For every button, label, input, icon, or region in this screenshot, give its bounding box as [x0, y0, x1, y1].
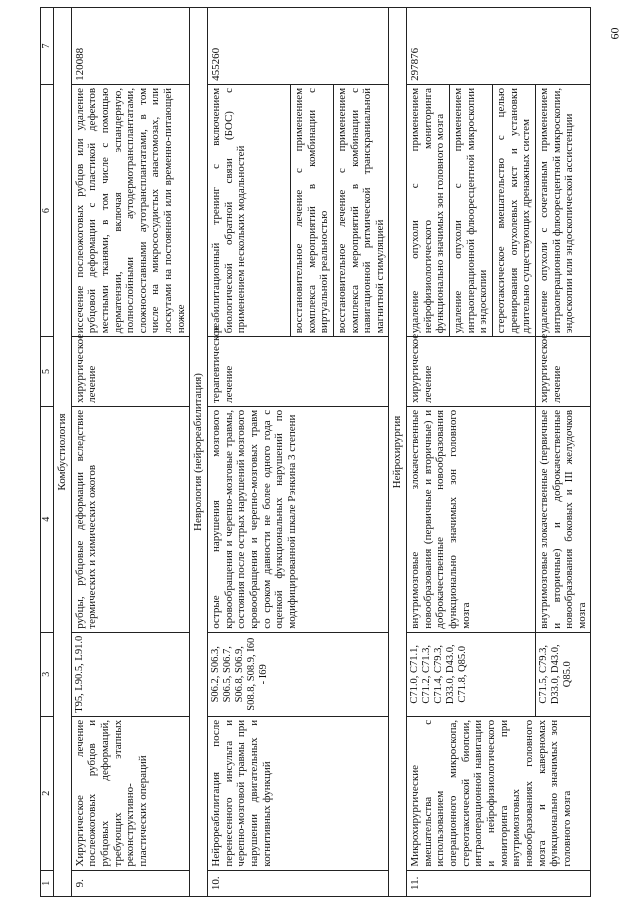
price-value: 455260	[208, 8, 389, 85]
section-header-row	[54, 8, 72, 897]
table-row	[208, 8, 389, 897]
patient-model: внутримозговые злокачественные (первичные и вторичные) и доброкачественные новообразования боковых и III желудочков мозга	[535, 406, 591, 632]
treatment-method: удаление опухоли с применением интраоперационной флюоресцентной микроскопии и эндоскопии	[449, 85, 492, 336]
row-number: 9.	[71, 870, 190, 896]
icd-codes: T95, L90.5, L91.0	[71, 632, 190, 716]
column-number-row	[41, 8, 54, 897]
treatment-method: удаление опухоли с применением нейрофизиологического мониторинга функционально значимых зон головного мозга	[409, 87, 447, 334]
procedure-name: Микрохирургические вмешательства с использованием операционного микроскопа, стереотаксической биопсии, интраоперационной навигации и нейрофизиологического мониторинга при внутримозговых новообразованиях головного мозга и каверномах функционально значимых зон головного мозга	[407, 716, 591, 870]
section-header-row	[190, 8, 208, 897]
column-number: 5	[41, 337, 54, 407]
section-title: Неврология (нейрореабилитация)	[192, 373, 205, 531]
treatment-method: иссечение послеожоговых рубцов или удаление рубцовой деформации с пластикой дефектов местными тканями, в том числе с помощью дерматензии, включая эспандерную, полнослойными аутодермотрансплантатами, сложносоставными аутотрансплантатами, в том числе на микрососудистых анастомозах, или лоскутами на постоянной или временно-питающей ножке	[71, 84, 190, 336]
patient-model: рубцы, рубцовые деформации вследствие термических и химических ожогов	[71, 406, 190, 632]
treatment-method: восстановительное лечение с применением комплекса мероприятий в комбинации с виртуальной реальностью	[290, 85, 333, 336]
column-number: 3	[41, 632, 54, 716]
treatment-type: терапевтическое лечение	[208, 337, 389, 407]
procedure-name: Хирургическое лечение послеожоговых рубцов и рубцовых деформаций, требующих этапных реконструктивно-пластических операций	[71, 716, 190, 870]
treatment-type: хирургическое лечение	[71, 337, 190, 407]
treatment-methods-cell	[208, 84, 389, 336]
procedure-name: Нейрореабилитация после перенесенного инсульта и черепно-мозговой травмы при нарушении двигательных и когнитивных функций	[208, 716, 389, 870]
section-title: Нейрохирургия	[391, 415, 404, 489]
patient-model: внутримозговые злокачественные новообразования (первичные и вторичные) и доброкачественные новообразования функционально значимых зон головного мозга	[407, 406, 536, 632]
table-row	[407, 8, 536, 897]
column-number: 7	[41, 8, 54, 85]
table-row	[71, 8, 190, 897]
row-number: 10.	[208, 870, 389, 896]
treatment-type: хирургическое лечение	[535, 337, 591, 407]
column-number: 2	[41, 716, 54, 870]
treatment-method: удаление опухоли с сочетанным применением интраоперационной флюоресцентной микроскопии, эндоскопии или эндоскопической ассистенции	[535, 84, 591, 336]
row-number: 11.	[407, 870, 591, 896]
column-number: 6	[41, 84, 54, 336]
treatment-methods-cell	[407, 84, 536, 336]
procedures-table	[40, 7, 591, 897]
column-number: 4	[41, 406, 54, 632]
section-title: Комбустиология	[56, 413, 68, 491]
icd-codes: C71.5, C79.3, D33.0, D43.0, Q85.0	[535, 632, 591, 716]
price-value: 120088	[71, 8, 190, 85]
page-number: 60	[607, 27, 622, 40]
treatment-method: реабилитационный тренинг с включением биологической обратной связи (БОС) с применением нескольких модальностей	[210, 87, 248, 334]
treatment-method: стереотаксическое вмешательство с целью дренирования опухолевых кист и установки длительно существующих дренажных систем	[492, 85, 535, 336]
icd-codes: S06.2, S06.3, S06.5, S06.7, S06.8, S06.9, S08.8, S08.9, I60 - I69	[208, 632, 389, 716]
icd-codes: C71.0, C71.1, C71.2, C71.3, C71.4, C79.3, D33.0, D43.0, C71.8, Q85.0	[407, 632, 536, 716]
patient-model: острые нарушения мозгового кровообращения и черепно-мозговые травмы, состояния после острых нарушений мозгового кровообращения и черепно-мозговых травм со сроком давности не более одного года с оценкой функциональных нарушений по модифицированной шкале Рэнкина 3 степени	[208, 406, 389, 632]
treatment-type: хирургическое лечение	[407, 337, 536, 407]
section-header-row	[389, 8, 407, 897]
column-number: 1	[41, 870, 54, 896]
treatment-method: восстановительное лечение с применением комплекса мероприятий в комбинации с навигационной ритмической транскраниальной магнитной стимуляцией	[333, 85, 389, 336]
price-value: 297876	[407, 8, 591, 85]
